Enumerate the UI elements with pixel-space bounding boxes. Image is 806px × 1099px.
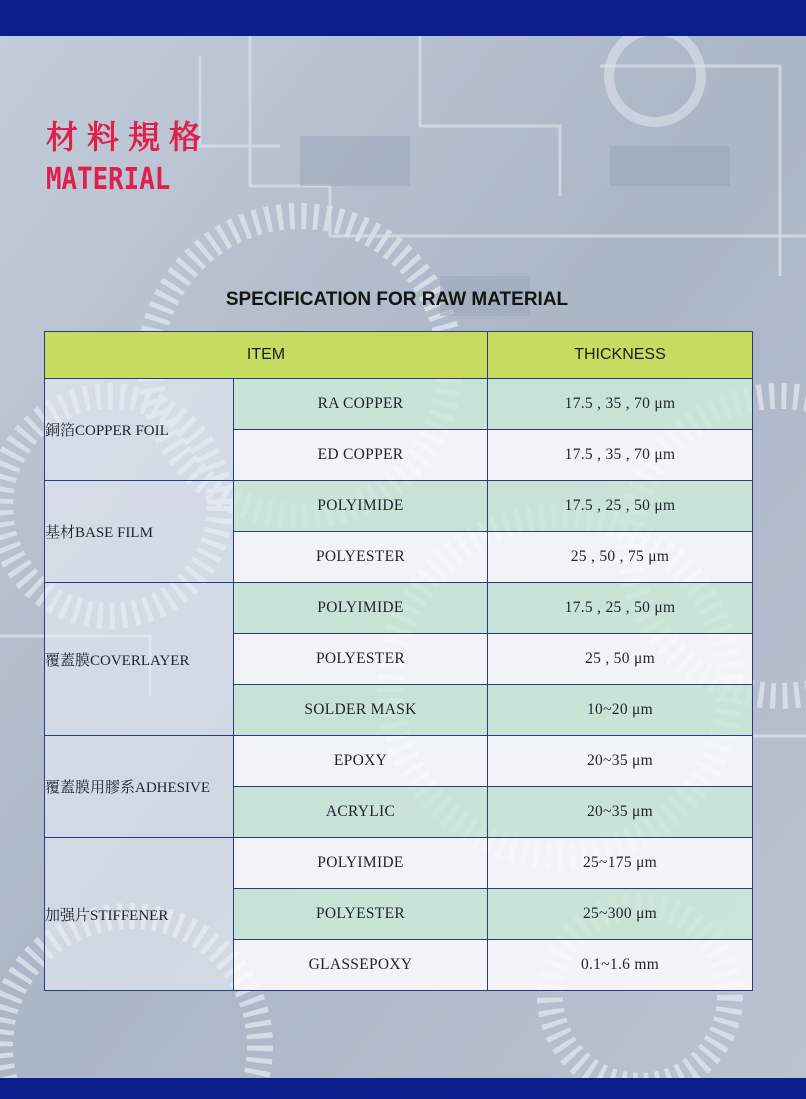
- header-thickness: THICKNESS: [488, 332, 753, 379]
- item-cell: ED COPPER: [234, 430, 488, 481]
- thickness-cell: 17.5 , 35 , 70 μm: [488, 379, 753, 430]
- item-cell: POLYIMIDE: [234, 838, 488, 889]
- item-cell: SOLDER MASK: [234, 685, 488, 736]
- thickness-cell: 17.5 , 35 , 70 μm: [488, 430, 753, 481]
- table-row: [45, 736, 753, 787]
- item-cell: EPOXY: [234, 736, 488, 787]
- item-cell: POLYESTER: [234, 634, 488, 685]
- group-label-adhesive: 覆蓋膜用膠系ADHESIVE: [45, 736, 234, 838]
- thickness-cell: 20~35 μm: [488, 736, 753, 787]
- thickness-cell: 17.5 , 25 , 50 μm: [488, 481, 753, 532]
- heading-english: MATERIAL: [46, 162, 171, 197]
- item-cell: ACRYLIC: [234, 787, 488, 838]
- item-cell: POLYIMIDE: [234, 583, 488, 634]
- table-row: [45, 481, 753, 532]
- header-item: ITEM: [45, 332, 488, 379]
- table-row: [45, 583, 753, 634]
- table-row: [45, 379, 753, 430]
- top-frame-bar: [0, 0, 806, 36]
- table-row: [45, 838, 753, 889]
- item-cell: POLYESTER: [234, 532, 488, 583]
- bottom-frame-bar: [0, 1078, 806, 1099]
- group-label-stiffener: 加强片STIFFENER: [45, 838, 234, 991]
- thickness-cell: 25 , 50 , 75 μm: [488, 532, 753, 583]
- group-label-coverlayer: 覆蓋膜COVERLAYER: [45, 583, 234, 736]
- item-cell: POLYESTER: [234, 889, 488, 940]
- thickness-cell: 20~35 μm: [488, 787, 753, 838]
- item-cell: POLYIMIDE: [234, 481, 488, 532]
- table-title: SPECIFICATION FOR RAW MATERIAL: [225, 289, 569, 310]
- thickness-cell: 25 , 50 μm: [488, 634, 753, 685]
- thickness-cell: 25~175 μm: [488, 838, 753, 889]
- thickness-cell: 17.5 , 25 , 50 μm: [488, 583, 753, 634]
- group-label-copper-foil: 銅箔COPPER FOIL: [45, 379, 234, 481]
- heading-chinese: 材料規格: [46, 118, 211, 156]
- thickness-cell: 10~20 μm: [488, 685, 753, 736]
- group-label-base-film: 基材BASE FILM: [45, 481, 234, 583]
- table-header-row: [45, 332, 753, 379]
- spec-table: [44, 331, 753, 991]
- thickness-cell: 25~300 μm: [488, 889, 753, 940]
- item-cell: GLASSEPOXY: [234, 940, 488, 991]
- thickness-cell: 0.1~1.6 mm: [488, 940, 753, 991]
- item-cell: RA COPPER: [234, 379, 488, 430]
